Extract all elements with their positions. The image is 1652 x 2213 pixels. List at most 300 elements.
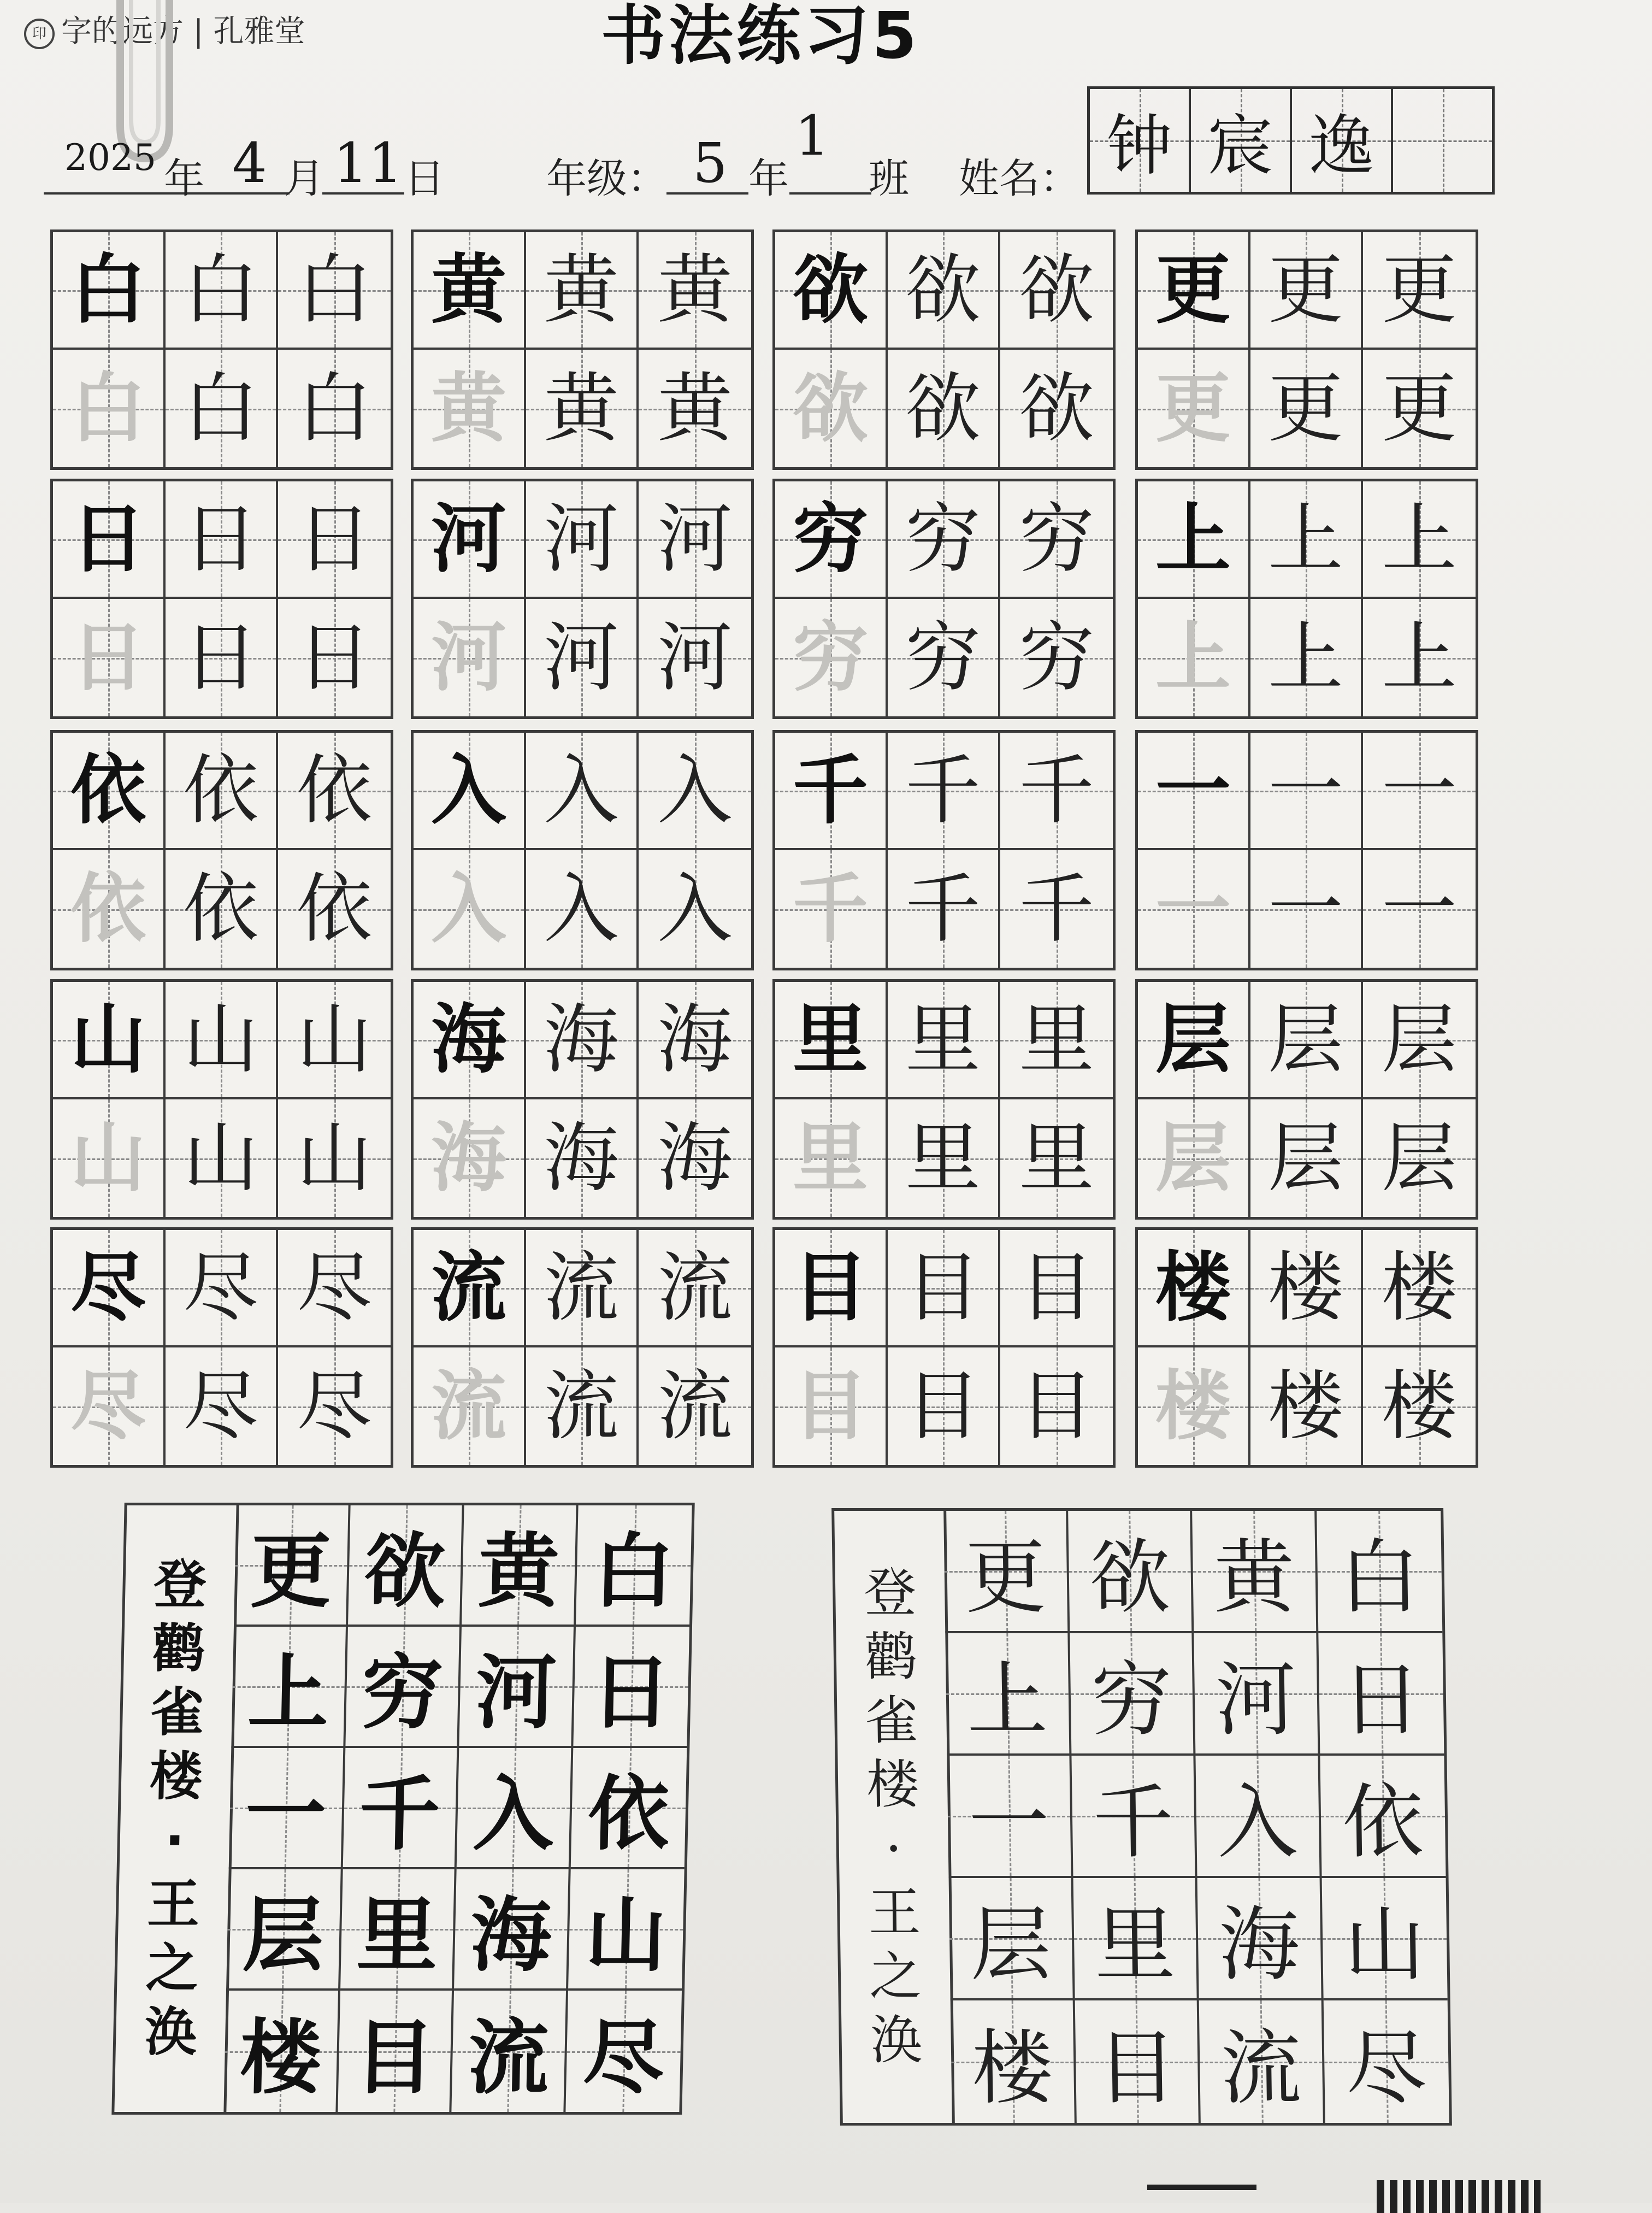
poem-char: 山 <box>1343 1898 1426 1992</box>
poem-char-cell[interactable] <box>1317 1511 1443 1633</box>
poem-char: 千 <box>1092 1775 1175 1869</box>
model-char-cell <box>414 982 526 1099</box>
copy-char-cell[interactable] <box>166 599 278 716</box>
copy-char-cell[interactable] <box>1250 481 1363 599</box>
trace-char-cell[interactable] <box>775 850 888 968</box>
practice-char: 穷 <box>1018 613 1094 702</box>
copy-char-cell[interactable] <box>888 350 1000 467</box>
copy-char-cell[interactable] <box>526 1347 639 1465</box>
poem-char: 日 <box>589 1646 672 1740</box>
poem-char-cell[interactable] <box>1075 2000 1201 2123</box>
copy-char-cell[interactable] <box>639 1099 751 1217</box>
practice-char: 一 <box>1267 864 1343 953</box>
poem-char-cell[interactable] <box>945 1633 1071 1756</box>
year-label: 年 <box>164 155 204 202</box>
poem-title-char: 登 <box>863 1562 917 1623</box>
poem-char: 日 <box>1340 1653 1423 1747</box>
practice-char: 里 <box>792 1114 868 1202</box>
poem-char-cell <box>451 1991 568 2112</box>
copy-char-cell[interactable] <box>1363 232 1476 350</box>
copy-char-cell[interactable] <box>1000 733 1113 850</box>
copy-char-cell[interactable] <box>639 232 751 350</box>
poem-char: 尽 <box>582 2011 665 2105</box>
poem-char: 里 <box>356 1888 439 1982</box>
trace-char-cell[interactable] <box>775 350 888 467</box>
trace-char-cell[interactable] <box>414 1099 526 1217</box>
copy-char-cell[interactable] <box>278 733 391 850</box>
copy-char-cell[interactable] <box>1363 599 1476 716</box>
copy-char-cell[interactable] <box>278 481 391 599</box>
copy-char-cell[interactable] <box>278 350 391 467</box>
poem-title-char: 雀 <box>865 1690 919 1751</box>
model-char-cell <box>775 733 888 850</box>
qr-code-icon <box>1377 2180 1541 2213</box>
poem-char-cell[interactable] <box>947 1756 1073 1878</box>
model-char-cell <box>414 1230 526 1347</box>
copy-char-cell[interactable] <box>166 850 278 968</box>
practice-char: 层 <box>1267 1114 1343 1202</box>
copy-char-cell[interactable] <box>1250 1230 1363 1347</box>
model-char-cell <box>53 982 166 1099</box>
practice-char: 依 <box>70 746 146 834</box>
copy-char-cell[interactable] <box>1250 1099 1363 1217</box>
poem-copy-grid <box>943 1511 1449 2123</box>
practice-char: 山 <box>182 1114 258 1202</box>
practice-char: 穷 <box>905 613 981 702</box>
practice-char: 里 <box>792 995 868 1084</box>
day-value: 11 <box>333 131 403 195</box>
trace-char-cell[interactable] <box>414 599 526 716</box>
poem-char-cell <box>573 1627 689 1748</box>
copy-char-cell[interactable] <box>1363 1099 1476 1217</box>
practice-block[interactable] <box>1135 229 1478 470</box>
month-value: 4 <box>232 131 267 195</box>
poem-char-cell <box>570 1748 687 1869</box>
poem-char-cell[interactable] <box>1068 1511 1194 1633</box>
trace-char-cell[interactable] <box>53 599 166 716</box>
class-underline <box>789 192 871 195</box>
copy-char-cell[interactable] <box>888 481 1000 599</box>
practice-char: 日 <box>70 495 146 583</box>
poem-char-cell[interactable] <box>1194 1633 1320 1756</box>
trace-char-cell[interactable] <box>775 599 888 716</box>
grade-label: 年级： <box>546 155 668 202</box>
poem-char-cell[interactable] <box>1195 1756 1321 1878</box>
poem-char-cell[interactable] <box>951 2000 1077 2123</box>
copy-char-cell[interactable] <box>526 350 639 467</box>
copy-char-cell[interactable] <box>526 481 639 599</box>
copy-char-cell[interactable] <box>1363 481 1476 599</box>
poem-char-cell <box>568 1869 685 1991</box>
practice-char: 海 <box>657 1114 733 1202</box>
poem-char-cell <box>459 1627 575 1748</box>
trace-char-cell[interactable] <box>53 350 166 467</box>
practice-char: 目 <box>905 1243 981 1332</box>
poem-char: 上 <box>966 1653 1048 1747</box>
practice-char: 里 <box>1018 995 1094 1084</box>
poem-char-cell[interactable] <box>1323 2000 1449 2123</box>
trace-char-cell[interactable] <box>414 350 526 467</box>
poem-char-cell <box>457 1748 573 1869</box>
name-field[interactable] <box>1087 86 1495 195</box>
practice-char: 更 <box>1381 364 1457 452</box>
name-cell <box>1393 89 1492 192</box>
poem-title-char: 之 <box>869 1946 922 2008</box>
poem-char-cell[interactable] <box>1073 1878 1199 2000</box>
model-char-cell <box>53 733 166 850</box>
copy-char-cell[interactable] <box>1363 1347 1476 1465</box>
poem-title-char: · <box>884 1818 902 1879</box>
trace-char-cell[interactable] <box>775 1347 888 1465</box>
practice-char: 白 <box>296 364 372 452</box>
practice-char: 上 <box>1155 495 1231 583</box>
poem-char-cell[interactable] <box>1321 1878 1448 2000</box>
practice-char: 上 <box>1381 613 1457 702</box>
model-char-cell <box>775 232 888 350</box>
copy-char-cell[interactable] <box>278 1099 391 1217</box>
copy-char-cell[interactable] <box>888 733 1000 850</box>
practice-char: 欲 <box>1018 245 1094 334</box>
trace-char-cell[interactable] <box>53 1099 166 1217</box>
copy-char-cell[interactable] <box>639 733 751 850</box>
copy-char-cell[interactable] <box>1000 350 1113 467</box>
trace-char-cell[interactable] <box>414 850 526 968</box>
copy-char-cell[interactable] <box>888 982 1000 1099</box>
copy-char-cell[interactable] <box>166 232 278 350</box>
practice-char: 千 <box>792 746 868 834</box>
trace-char-cell[interactable] <box>1138 350 1250 467</box>
practice-block[interactable] <box>772 730 1116 970</box>
practice-char: 黄 <box>543 364 619 452</box>
year-value: 2025 <box>64 137 156 179</box>
copy-char-cell[interactable] <box>526 1099 639 1217</box>
practice-char: 层 <box>1267 995 1343 1084</box>
practice-char: 尽 <box>182 1243 258 1332</box>
practice-char: 依 <box>296 864 372 953</box>
copy-char-cell[interactable] <box>888 1099 1000 1217</box>
copy-char-cell[interactable] <box>278 599 391 716</box>
practice-char: 楼 <box>1267 1243 1343 1332</box>
poem-char: 黄 <box>477 1525 560 1618</box>
poem-copy-panel[interactable] <box>831 1508 1452 2126</box>
copy-char-cell[interactable] <box>526 733 639 850</box>
copy-char-cell[interactable] <box>1000 1347 1113 1465</box>
copy-char-cell[interactable] <box>639 599 751 716</box>
copy-char-cell[interactable] <box>888 1347 1000 1465</box>
practice-block[interactable] <box>411 479 754 719</box>
practice-char: 楼 <box>1155 1362 1231 1450</box>
copy-char-cell[interactable] <box>1363 1230 1476 1347</box>
practice-block[interactable] <box>411 1227 754 1468</box>
poem-title-author <box>114 1505 239 2112</box>
practice-char: 流 <box>657 1362 733 1450</box>
practice-char: 一 <box>1267 746 1343 834</box>
practice-char: 白 <box>70 364 146 452</box>
practice-char: 河 <box>543 495 619 583</box>
poem-title-char: · <box>164 1810 186 1871</box>
copy-char-cell[interactable] <box>1000 982 1113 1099</box>
copy-char-cell[interactable] <box>639 850 751 968</box>
class-label: 班 <box>869 155 909 202</box>
copy-char-cell[interactable] <box>1250 1347 1363 1465</box>
copy-char-cell[interactable] <box>1000 850 1113 968</box>
practice-char: 入 <box>430 864 506 953</box>
practice-char: 海 <box>543 995 619 1084</box>
practice-char: 上 <box>1155 613 1231 702</box>
practice-char: 流 <box>543 1362 619 1450</box>
poem-char: 里 <box>1094 1898 1176 1992</box>
poem-char: 层 <box>969 1898 1052 1992</box>
copy-char-cell[interactable] <box>1250 982 1363 1099</box>
poem-title-char: 涣 <box>144 2002 198 2063</box>
practice-char: 河 <box>657 495 733 583</box>
poem-char: 欲 <box>1088 1531 1171 1625</box>
poem-char-cell[interactable] <box>1199 2000 1325 2123</box>
copy-char-cell[interactable] <box>888 850 1000 968</box>
copy-char-cell[interactable] <box>166 481 278 599</box>
practice-char: 千 <box>1018 864 1094 953</box>
copy-char-cell[interactable] <box>1363 733 1476 850</box>
copy-char-cell[interactable] <box>166 1347 278 1465</box>
practice-char: 流 <box>430 1243 506 1332</box>
copy-char-cell[interactable] <box>639 982 751 1099</box>
copy-char-cell[interactable] <box>526 850 639 968</box>
practice-char: 层 <box>1381 1114 1457 1202</box>
grade-value: 5 <box>693 131 728 195</box>
poem-title-char: 登 <box>153 1553 207 1615</box>
practice-block[interactable] <box>1135 730 1478 970</box>
practice-char: 入 <box>430 746 506 834</box>
poem-char: 穷 <box>361 1646 444 1740</box>
poem-char: 海 <box>1218 1898 1301 1992</box>
grade-unit: 年 <box>748 155 789 202</box>
practice-char: 楼 <box>1155 1243 1231 1332</box>
copy-char-cell[interactable] <box>166 733 278 850</box>
copy-char-cell[interactable] <box>166 982 278 1099</box>
practice-char: 穷 <box>792 613 868 702</box>
poem-char-cell[interactable] <box>1070 1633 1196 1756</box>
practice-char: 黄 <box>543 245 619 334</box>
practice-char: 山 <box>70 995 146 1084</box>
name-cell: 逸 <box>1292 89 1393 192</box>
model-char-cell <box>775 982 888 1099</box>
poem-title-char: 王 <box>146 1874 200 1935</box>
copy-char-cell[interactable] <box>278 1230 391 1347</box>
practice-char: 里 <box>905 995 981 1084</box>
copy-char-cell[interactable] <box>639 1347 751 1465</box>
practice-char: 层 <box>1155 995 1231 1084</box>
copy-char-cell[interactable] <box>1363 850 1476 968</box>
trace-char-cell[interactable] <box>1138 599 1250 716</box>
poem-char-cell[interactable] <box>1071 1756 1197 1878</box>
copy-char-cell[interactable] <box>1363 982 1476 1099</box>
poem-char-cell[interactable] <box>1192 1511 1318 1633</box>
practice-char: 穷 <box>792 495 868 583</box>
copy-char-cell[interactable] <box>1000 1230 1113 1347</box>
practice-char: 入 <box>543 746 619 834</box>
poem-model-panel <box>111 1503 694 2115</box>
poem-char: 上 <box>246 1646 330 1740</box>
copy-char-cell[interactable] <box>1250 733 1363 850</box>
poem-char: 穷 <box>1090 1653 1173 1747</box>
copy-char-cell[interactable] <box>1250 350 1363 467</box>
copy-char-cell[interactable] <box>639 350 751 467</box>
practice-char: 入 <box>657 746 733 834</box>
practice-char: 更 <box>1155 245 1231 334</box>
practice-char: 尽 <box>296 1362 372 1450</box>
poem-char: 流 <box>467 2011 550 2105</box>
copy-char-cell[interactable] <box>639 1230 751 1347</box>
poem-char: 尽 <box>1345 2021 1427 2115</box>
poem-title-char: 雀 <box>150 1681 204 1743</box>
copy-char-cell[interactable] <box>1000 481 1113 599</box>
model-char-cell <box>414 232 526 350</box>
copy-char-cell[interactable] <box>526 1230 639 1347</box>
practice-char: 白 <box>70 245 146 334</box>
poem-char: 层 <box>241 1888 325 1982</box>
brand-text: 字的远方 | 孔雅堂 <box>61 14 305 49</box>
copy-char-cell[interactable] <box>1000 232 1113 350</box>
practice-char: 目 <box>1018 1362 1094 1450</box>
copy-char-cell[interactable] <box>1250 232 1363 350</box>
poem-char-cell <box>234 1505 350 1627</box>
copy-char-cell[interactable] <box>1363 350 1476 467</box>
practice-char: 黄 <box>657 364 733 452</box>
practice-char: 更 <box>1155 364 1231 452</box>
practice-char: 欲 <box>1018 364 1094 452</box>
practice-char: 欲 <box>792 364 868 452</box>
poem-char: 河 <box>1214 1653 1297 1747</box>
practice-block[interactable] <box>1135 979 1478 1220</box>
copy-char-cell[interactable] <box>1250 850 1363 968</box>
poem-char-cell <box>229 1748 345 1869</box>
practice-char: 一 <box>1155 746 1231 834</box>
copy-char-cell[interactable] <box>888 599 1000 716</box>
practice-char: 一 <box>1381 746 1457 834</box>
copy-char-cell[interactable] <box>166 350 278 467</box>
copy-char-cell[interactable] <box>278 982 391 1099</box>
practice-char: 河 <box>430 495 506 583</box>
model-char-cell <box>1138 1230 1250 1347</box>
poem-char-cell[interactable] <box>943 1511 1070 1633</box>
practice-char: 河 <box>657 613 733 702</box>
practice-char: 目 <box>792 1243 868 1332</box>
trace-char-cell[interactable] <box>1138 1347 1250 1465</box>
poem-char: 一 <box>967 1775 1051 1869</box>
practice-char: 河 <box>543 613 619 702</box>
poem-title-char: 王 <box>868 1882 922 1944</box>
model-char-cell <box>53 1230 166 1347</box>
copy-char-cell[interactable] <box>166 1230 278 1347</box>
copy-char-cell[interactable] <box>526 232 639 350</box>
practice-char: 海 <box>430 995 506 1084</box>
practice-block[interactable] <box>1135 1227 1478 1468</box>
poem-title-char: 涣 <box>869 2010 923 2071</box>
trace-char-cell[interactable] <box>53 850 166 968</box>
trace-char-cell[interactable] <box>1138 850 1250 968</box>
name-label: 姓名： <box>959 155 1080 202</box>
practice-char: 海 <box>657 995 733 1084</box>
practice-char: 白 <box>296 245 372 334</box>
practice-block[interactable] <box>772 979 1116 1220</box>
practice-block[interactable] <box>772 229 1116 470</box>
practice-char: 层 <box>1155 1114 1231 1202</box>
poem-char-cell[interactable] <box>1318 1633 1444 1756</box>
poem-char-cell[interactable] <box>949 1878 1075 2000</box>
practice-block[interactable] <box>50 979 393 1220</box>
poem-char: 黄 <box>1213 1531 1295 1625</box>
poem-char-cell <box>343 1748 459 1869</box>
practice-char: 海 <box>430 1114 506 1202</box>
practice-block[interactable] <box>772 1227 1116 1468</box>
model-char-cell <box>414 733 526 850</box>
practice-char: 山 <box>296 995 372 1084</box>
copy-char-cell[interactable] <box>1000 599 1113 716</box>
copy-char-cell[interactable] <box>526 982 639 1099</box>
trace-char-cell[interactable] <box>1138 1099 1250 1217</box>
trace-char-cell[interactable] <box>414 1347 526 1465</box>
copy-char-cell[interactable] <box>1000 1099 1113 1217</box>
copy-char-cell[interactable] <box>526 599 639 716</box>
copy-char-cell[interactable] <box>278 232 391 350</box>
practice-char: 千 <box>792 864 868 953</box>
practice-char: 山 <box>182 995 258 1084</box>
practice-char: 楼 <box>1381 1243 1457 1332</box>
practice-block[interactable] <box>50 229 393 470</box>
practice-char: 依 <box>296 746 372 834</box>
copy-char-cell[interactable] <box>166 1099 278 1217</box>
poem-char: 千 <box>358 1767 441 1861</box>
poem-char-cell <box>345 1627 462 1748</box>
practice-char: 欲 <box>905 364 981 452</box>
practice-char: 山 <box>70 1114 146 1202</box>
practice-block[interactable] <box>772 479 1116 719</box>
practice-block[interactable] <box>411 730 754 970</box>
day-label: 日 <box>404 155 445 202</box>
practice-char: 尽 <box>70 1362 146 1450</box>
practice-block[interactable] <box>50 1227 393 1468</box>
practice-char: 上 <box>1381 495 1457 583</box>
copy-char-cell[interactable] <box>888 1230 1000 1347</box>
poem-title-char: 之 <box>145 1938 199 1999</box>
practice-char: 楼 <box>1267 1362 1343 1450</box>
copy-char-cell[interactable] <box>888 232 1000 350</box>
poem-char: 河 <box>474 1646 558 1740</box>
practice-block[interactable] <box>411 979 754 1220</box>
practice-block[interactable] <box>50 479 393 719</box>
practice-char: 一 <box>1155 864 1231 953</box>
practice-block[interactable] <box>411 229 754 470</box>
poem-title-char: 楼 <box>866 1753 919 1815</box>
model-char-cell <box>775 1230 888 1347</box>
practice-char: 黄 <box>657 245 733 334</box>
poem-char-cell[interactable] <box>1197 1878 1324 2000</box>
practice-block[interactable] <box>50 730 393 970</box>
practice-char: 日 <box>296 613 372 702</box>
trace-char-cell[interactable] <box>53 1347 166 1465</box>
trace-char-cell[interactable] <box>775 1099 888 1217</box>
copy-char-cell[interactable] <box>278 850 391 968</box>
copy-char-cell[interactable] <box>639 481 751 599</box>
practice-block[interactable] <box>1135 479 1478 719</box>
copy-char-cell[interactable] <box>1250 599 1363 716</box>
poem-model-grid <box>223 1505 692 2112</box>
copy-char-cell[interactable] <box>278 1347 391 1465</box>
poem-char-cell[interactable] <box>1320 1756 1446 1878</box>
poem-char-cell <box>462 1505 578 1627</box>
name-cell: 宸 <box>1191 89 1292 192</box>
poem-char: 更 <box>249 1525 333 1618</box>
